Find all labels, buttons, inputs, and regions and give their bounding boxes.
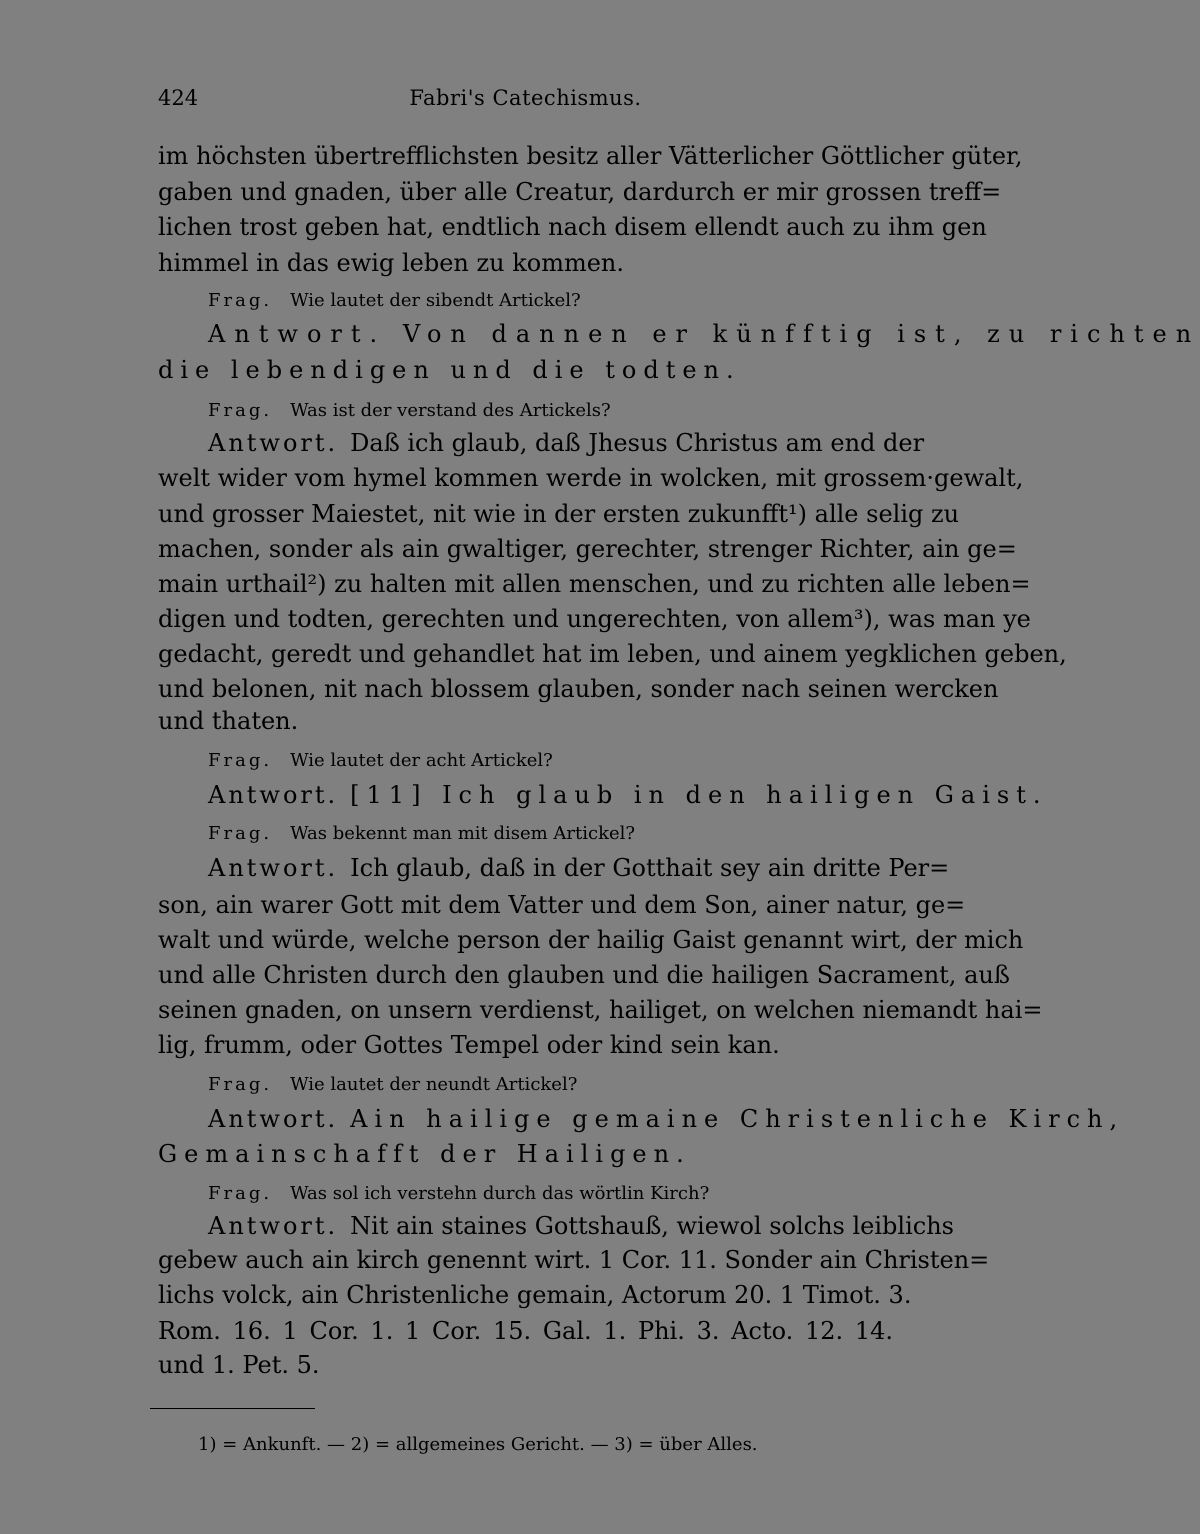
question-line [208,819,893,849]
question-text: Wie lautet der sibendt Artickel? [290,290,581,311]
text-line: gaben und gnaden, über alle Creatur, dardurch er mir grossen treff= [158,178,1002,206]
question-line [208,286,893,316]
text-line: machen, sonder als ain gwaltiger, gerechter, strenger Richter, ain ge= [158,535,1017,563]
question-text: Wie lautet der neundt Artickel? [290,1074,578,1095]
question-label: Frag. [208,1183,273,1204]
question-text: Was sol ich verstehn durch das wörtlin Kirch? [290,1183,710,1204]
page-header [158,86,893,122]
answer-line [208,1104,1125,1134]
text-line: lig, frumm, oder Gottes Tempel oder kind sein kan. [158,1031,780,1059]
answer-label: Antwort. [208,429,339,457]
answer-label: Antwort. [208,320,387,348]
text-line: welt wider vom hymel kommen werde in wolcken, mit grossem·gewalt, [158,464,1024,492]
question-label: Frag. [208,823,273,844]
question-line [208,746,893,776]
answer-label: Antwort. [208,781,339,809]
text-line: lichs volck, ain Christenliche gemain, Actorum 20. 1 Timot. 3. [158,1281,912,1309]
question-line [208,1070,893,1100]
text-line: und 1. Pet. 5. [158,1351,320,1379]
text-line: Rom. 16. 1 Cor. 1. 1 Cor. 15. Gal. 1. Phi. 3. Acto. 12. 14. [158,1317,893,1345]
answer-text: Daß ich glaub, daß Jhesus Christus am end der [350,429,925,457]
text-line: und grosser Maiestet, nit wie in der ersten zukunfft¹) alle selig zu [158,500,960,528]
text-line: im höchsten übertrefflichsten besitz aller Vätterlicher Göttlicher güter, [158,142,1023,170]
question-label: Frag. [208,1074,273,1095]
footnote-divider [150,1408,315,1409]
text-line: seinen gnaden, on unsern verdienst, hailiget, on welchen niemandt hai= [158,996,1043,1024]
text-line: son, ain warer Gott mit dem Vatter und dem Son, ainer natur, ge= [158,891,966,919]
answer-label: Antwort. [208,1212,339,1240]
text-line: himmel in das ewig leben zu kommen. [158,249,625,277]
answer-label: Antwort. [208,854,339,882]
text-line: main urthail²) zu halten mit allen menschen, und zu richten alle leben= [158,570,1031,598]
text-line: gedacht, geredt und gehandlet hat im leben, und ainem yegklichen geben, [158,640,1067,668]
answer-text: [11] Ich glaub in den hailigen Gaist. [350,781,1048,809]
question-text: Was ist der verstand des Artickels? [290,400,611,421]
question-text: Was bekennt man mit disem Artickel? [290,823,636,844]
question-label: Frag. [208,750,273,771]
running-title: Fabri's Catechismus. [409,86,642,110]
question-line [208,1179,893,1209]
answer-line [208,1211,954,1241]
text-line: gebew auch ain kirch genennt wirt. 1 Cor. 11. Sonder ain Christen= [158,1246,990,1274]
question-label: Frag. [208,400,273,421]
question-line [208,396,893,426]
answer-line: Gemainschafft der Hailigen. [158,1140,691,1168]
answer-text: Von dannen er künfftig ist, zu richten [402,320,1200,348]
answer-text: Nit ain staines Gottshauß, wiewol solchs leiblichs [350,1212,954,1240]
answer-line [208,853,950,883]
text-line: walt und würde, welche person der hailig Gaist genannt wirt, der mich [158,926,1024,954]
answer-line [208,780,1048,810]
answer-line [208,428,925,458]
answer-line: die lebendigen und die todten. [158,356,741,384]
text-line: digen und todten, gerechten und ungerechten, von allem³), was man ye [158,605,1031,633]
page-number: 424 [158,86,199,110]
text-line: und alle Christen durch den glauben und die hailigen Sacrament, auß [158,961,1010,989]
answer-text: Ain hailige gemaine Christenliche Kirch, [350,1105,1125,1133]
answer-text: Ich glaub, daß in der Gotthait sey ain dritte Per= [350,854,950,882]
question-text: Wie lautet der acht Artickel? [290,750,553,771]
answer-label: Antwort. [208,1105,339,1133]
answer-line [208,319,1200,349]
text-line: und thaten. [158,707,299,735]
text-line: lichen trost geben hat, endtlich nach disem ellendt auch zu ihm gen [158,213,987,241]
question-label: Frag. [208,290,273,311]
text-line: und belonen, nit nach blossem glauben, sonder nach seinen wercken [158,675,999,703]
footnote: 1) = Ankunft. — 2) = allgemeines Gericht. — 3) = über Alles. [198,1434,758,1455]
